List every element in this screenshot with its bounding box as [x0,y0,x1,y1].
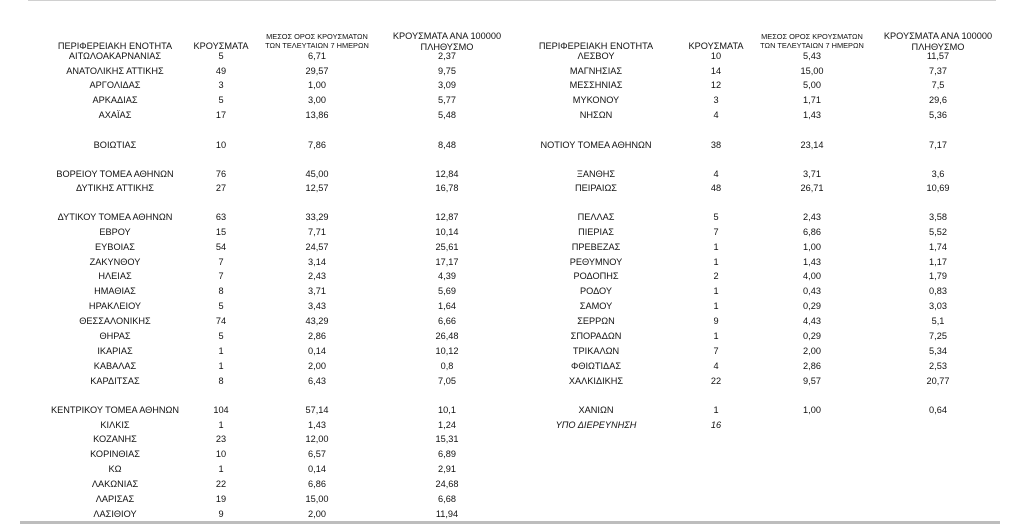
left-row-18-avg: 2,00 [308,361,326,371]
right-row-8-cases: 5 [713,212,719,222]
left-row-17-per100k: 10,12 [435,346,459,356]
right-row-7-per100k: 10,69 [926,183,950,193]
left-row-10-name: ΕΥΒΟΙΑΣ [95,242,135,252]
left-row-26-cases: 19 [215,494,227,504]
right-row-15-per100k: 5,1 [931,316,945,326]
left-row-2-cases: 3 [218,80,224,90]
left-row-13-per100k: 5,69 [438,286,456,296]
left-row-12-avg: 2,43 [308,271,326,281]
right-row-5-avg: 23,14 [800,140,824,150]
right-row-11-per100k: 1,17 [929,257,947,267]
left-row-18-cases: 1 [218,361,224,371]
left-row-3-name: ΑΡΚΑΔΙΑΣ [92,95,138,105]
left-row-10-avg: 24,57 [305,242,329,252]
right-row-7-avg: 26,71 [800,183,824,193]
left-row-11-per100k: 17,17 [435,257,459,267]
right-row-14-cases: 1 [713,301,719,311]
right-row-3-cases: 3 [713,95,719,105]
left-row-20-avg: 57,14 [305,405,329,415]
left-row-6-per100k: 12,84 [435,169,459,179]
right-row-16-name: ΣΠΟΡΑΔΩΝ [570,331,622,341]
right-row-18-name: ΦΘΙΩΤΙΔΑΣ [570,361,622,371]
left-row-27-avg: 2,00 [308,509,326,519]
right-row-3-avg: 1,71 [803,95,821,105]
left-row-6-avg: 45,00 [305,169,329,179]
left-row-9-avg: 7,71 [308,227,326,237]
right-row-12-cases: 2 [713,271,719,281]
right-row-19-avg: 9,57 [803,376,821,386]
right-header-per100k [884,31,992,52]
right-row-13-name: ΡΟΔΟΥ [579,286,613,296]
left-row-23-cases: 10 [215,449,227,459]
left-row-12-name: ΗΛΕΙΑΣ [98,271,132,281]
left-row-5-avg: 7,86 [308,140,326,150]
left-row-27-cases: 9 [218,509,224,519]
right-row-6-avg: 3,71 [803,169,821,179]
right-row-6-cases: 4 [713,169,719,179]
right-row-11-name: ΡΕΘΥΜΝΟΥ [569,257,623,267]
right-row-5-per100k: 7,17 [929,140,947,150]
left-row-26-avg: 15,00 [305,494,329,504]
left-row-21-per100k: 1,24 [438,420,456,430]
left-row-9-name: ΕΒΡΟΥ [99,227,131,237]
right-header-avg-line1: ΜΕΣΟΣ ΟΡΟΣ ΚΡΟΥΣΜΑΤΩΝ [761,32,863,41]
left-row-23-name: ΚΟΡΙΝΘΙΑΣ [90,449,140,459]
left-row-24-cases: 1 [218,464,224,474]
right-row-15-cases: 9 [713,316,719,326]
right-row-17-avg: 2,00 [803,346,821,356]
right-row-10-per100k: 1,74 [929,242,947,252]
left-row-22-cases: 23 [215,434,227,444]
right-row-9-name: ΠΙΕΡΙΑΣ [578,227,614,237]
left-row-0-name: ΑΙΤΩΛΟΑΚΑΡΝΑΝΙΑΣ [68,51,162,61]
left-row-0-avg: 6,71 [308,51,326,61]
left-row-13-avg: 3,71 [308,286,326,296]
right-row-2-per100k: 7,5 [931,80,945,90]
left-header-per100k [393,31,501,52]
left-row-15-per100k: 6,66 [438,316,456,326]
left-row-7-cases: 27 [215,183,227,193]
left-row-25-per100k: 24,68 [435,479,459,489]
left-row-25-avg: 6,86 [308,479,326,489]
left-row-19-cases: 8 [218,376,224,386]
left-header-per100k-line2: ΠΛΗΘΥΣΜΟ [420,41,474,52]
left-row-26-per100k: 6,68 [438,494,456,504]
left-row-19-per100k: 7,05 [438,376,456,386]
right-row-13-per100k: 0,83 [929,286,947,296]
top-rule [28,0,996,1]
left-row-4-avg: 13,86 [305,110,329,120]
right-row-4-cases: 4 [713,110,719,120]
right-row-16-per100k: 7,25 [929,331,947,341]
left-header-per100k-line1: ΚΡΟΥΣΜΑΤΑ ΑΝΑ 100000 [392,31,502,41]
right-row-2-cases: 12 [710,80,722,90]
right-row-20-name: ΧΑΝΙΩΝ [578,405,614,415]
right-row-4-per100k: 5,36 [929,110,947,120]
right-row-12-avg: 4,00 [803,271,821,281]
right-row-3-name: ΜΥΚΟΝΟΥ [572,95,620,105]
right-row-12-name: ΡΟΔΟΠΗΣ [573,271,619,281]
right-row-5-cases: 38 [710,140,722,150]
left-row-20-name: ΚΕΝΤΡΙΚΟΥ ΤΟΜΕΑ ΑΘΗΝΩΝ [50,405,180,415]
left-row-9-cases: 15 [215,227,227,237]
right-row-21-name: ΥΠΟ ΔΙΕΡΕΥΝΗΣΗ [555,420,637,430]
right-row-4-avg: 1,43 [803,110,821,120]
right-row-18-per100k: 2,53 [929,361,947,371]
left-row-1-avg: 29,57 [305,66,329,76]
right-row-19-cases: 22 [710,376,722,386]
left-row-3-avg: 3,00 [308,95,326,105]
left-row-7-name: ΔΥΤΙΚΗΣ ΑΤΤΙΚΗΣ [76,183,154,193]
left-row-1-name: ΑΝΑΤΟΛΙΚΗΣ ΑΤΤΙΚΗΣ [66,66,164,76]
left-row-21-cases: 1 [218,420,224,430]
left-row-2-per100k: 3,09 [438,80,456,90]
left-row-13-name: ΗΜΑΘΙΑΣ [94,286,136,296]
right-row-11-avg: 1,43 [803,257,821,267]
left-header-avg-line2: ΤΩΝ ΤΕΛΕΥΤΑΙΩΝ 7 ΗΜΕΡΩΝ [265,40,369,50]
right-row-6-name: ΞΑΝΘΗΣ [576,169,616,179]
right-row-0-name: ΛΕΣΒΟΥ [577,51,615,61]
left-row-3-cases: 5 [218,95,224,105]
right-row-9-cases: 7 [713,227,719,237]
left-row-5-cases: 10 [215,140,227,150]
left-row-14-cases: 5 [218,301,224,311]
left-row-2-name: ΑΡΓΟΛΙΔΑΣ [89,80,141,90]
right-header-per100k-line1: ΚΡΟΥΣΜΑΤΑ ΑΝΑ 100000 [883,31,993,41]
left-row-22-name: ΚΟΖΑΝΗΣ [93,434,137,444]
left-row-10-cases: 54 [215,242,227,252]
right-row-13-avg: 0,43 [803,286,821,296]
right-row-8-per100k: 3,58 [929,212,947,222]
left-row-6-cases: 76 [215,169,227,179]
right-row-8-avg: 2,43 [803,212,821,222]
left-row-14-avg: 3,43 [308,301,326,311]
right-row-10-avg: 1,00 [803,242,821,252]
right-header-cases: ΚΡΟΥΣΜΑΤΑ [688,41,744,51]
right-row-4-name: ΝΗΣΩΝ [579,110,613,120]
left-row-14-name: ΗΡΑΚΛΕΙΟΥ [88,301,142,311]
left-header-cases: ΚΡΟΥΣΜΑΤΑ [193,41,249,51]
left-row-22-per100k: 15,31 [435,434,459,444]
left-row-5-per100k: 8,48 [438,140,456,150]
right-row-0-cases: 10 [710,51,722,61]
left-row-0-cases: 5 [218,51,224,61]
right-header-avg-line2: ΤΩΝ ΤΕΛΕΥΤΑΙΩΝ 7 ΗΜΕΡΩΝ [760,40,864,50]
right-row-1-per100k: 7,37 [929,66,947,76]
right-row-6-per100k: 3,6 [931,169,945,179]
right-row-14-avg: 0,29 [803,301,821,311]
right-row-17-per100k: 5,34 [929,346,947,356]
right-row-11-cases: 1 [713,257,719,267]
left-row-4-per100k: 5,48 [438,110,456,120]
left-row-20-cases: 104 [213,405,229,415]
left-row-8-avg: 33,29 [305,212,329,222]
left-header-region: ΠΕΡΙΦΕΡΕΙΑΚΗ ΕΝΟΤΗΤΑ [57,41,173,51]
bottom-rule [20,521,1000,524]
left-row-27-name: ΛΑΣΙΘΙΟΥ [93,509,137,519]
left-row-16-cases: 5 [218,331,224,341]
right-row-10-name: ΠΡΕΒΕΖΑΣ [571,242,621,252]
left-row-15-avg: 43,29 [305,316,329,326]
right-row-15-name: ΣΕΡΡΩΝ [577,316,615,326]
left-row-19-name: ΚΑΡΔΙΤΣΑΣ [90,376,140,386]
right-row-18-avg: 2,86 [803,361,821,371]
left-header-avg-line1: ΜΕΣΟΣ ΟΡΟΣ ΚΡΟΥΣΜΑΤΩΝ [266,32,368,41]
right-row-1-avg: 15,00 [800,66,824,76]
left-row-18-name: ΚΑΒΑΛΑΣ [93,361,137,371]
left-row-7-per100k: 16,78 [435,183,459,193]
left-header-avg [265,33,369,50]
right-row-10-cases: 1 [713,242,719,252]
right-header-avg [760,33,864,50]
right-row-14-name: ΣΑΜΟΥ [579,301,613,311]
right-row-0-per100k: 11,57 [926,51,950,61]
right-row-20-cases: 1 [713,405,719,415]
left-row-10-per100k: 25,61 [435,242,459,252]
left-row-15-cases: 74 [215,316,227,326]
left-row-20-per100k: 10,1 [438,405,456,415]
left-row-23-per100k: 6,89 [438,449,456,459]
left-row-4-cases: 17 [215,110,227,120]
left-row-11-cases: 7 [218,257,224,267]
left-row-26-name: ΛΑΡΙΣΑΣ [95,494,135,504]
right-row-21-cases: 16 [710,420,722,430]
right-row-7-name: ΠΕΙΡΑΙΩΣ [575,183,617,193]
left-row-3-per100k: 5,77 [438,95,456,105]
left-row-2-avg: 1,00 [308,80,326,90]
left-row-9-per100k: 10,14 [435,227,459,237]
right-row-14-per100k: 3,03 [929,301,947,311]
right-row-2-avg: 5,00 [803,80,821,90]
left-row-17-avg: 0,14 [308,346,326,356]
left-row-18-per100k: 0,8 [440,361,454,371]
right-row-20-per100k: 0,64 [929,405,947,415]
right-row-1-name: ΜΑΓΝΗΣΙΑΣ [569,66,623,76]
left-row-24-per100k: 2,91 [438,464,456,474]
right-row-17-cases: 7 [713,346,719,356]
left-row-11-name: ΖΑΚΥΝΘΟΥ [89,257,141,267]
left-row-4-name: ΑΧΑΪΑΣ [98,110,132,120]
right-row-20-avg: 1,00 [803,405,821,415]
left-row-16-avg: 2,86 [308,331,326,341]
left-row-16-per100k: 26,48 [435,331,459,341]
left-row-8-cases: 63 [215,212,227,222]
left-row-15-name: ΘΕΣΣΑΛΟΝΙΚΗΣ [79,316,151,326]
right-header-per100k-line2: ΠΛΗΘΥΣΜΟ [911,41,965,52]
left-row-12-cases: 7 [218,271,224,281]
left-row-1-cases: 49 [215,66,227,76]
left-row-12-per100k: 4,39 [438,271,456,281]
right-header-region: ΠΕΡΙΦΕΡΕΙΑΚΗ ΕΝΟΤΗΤΑ [538,41,654,51]
right-row-19-name: ΧΑΛΚΙΔΙΚΗΣ [568,376,624,386]
right-row-16-cases: 1 [713,331,719,341]
right-row-2-name: ΜΕΣΣΗΝΙΑΣ [569,80,623,90]
left-row-27-per100k: 11,94 [435,509,459,519]
left-row-25-name: ΛΑΚΩΝΙΑΣ [91,479,139,489]
left-row-19-avg: 6,43 [308,376,326,386]
left-row-13-cases: 8 [218,286,224,296]
left-row-8-per100k: 12,87 [435,212,459,222]
left-row-11-avg: 3,14 [308,257,326,267]
right-row-17-name: ΤΡΙΚΑΛΩΝ [572,346,620,356]
left-row-25-cases: 22 [215,479,227,489]
right-row-15-avg: 4,43 [803,316,821,326]
right-row-9-per100k: 5,52 [929,227,947,237]
right-row-16-avg: 0,29 [803,331,821,341]
right-row-3-per100k: 29,6 [929,95,947,105]
right-row-7-cases: 48 [710,183,722,193]
left-row-24-name: ΚΩ [108,464,122,474]
right-row-1-cases: 14 [710,66,722,76]
right-row-12-per100k: 1,79 [929,271,947,281]
left-row-22-avg: 12,00 [305,434,329,444]
left-row-0-per100k: 2,37 [438,51,456,61]
left-row-24-avg: 0,14 [308,464,326,474]
left-row-21-avg: 1,43 [308,420,326,430]
left-row-17-cases: 1 [218,346,224,356]
right-row-18-cases: 4 [713,361,719,371]
left-row-23-avg: 6,57 [308,449,326,459]
left-row-16-name: ΘΗΡΑΣ [99,331,131,341]
right-row-5-name: ΝΟΤΙΟΥ ΤΟΜΕΑ ΑΘΗΝΩΝ [540,140,652,150]
left-row-7-avg: 12,57 [305,183,329,193]
right-row-0-avg: 5,43 [803,51,821,61]
left-row-17-name: ΙΚΑΡΙΑΣ [97,346,133,356]
left-row-5-name: ΒΟΙΩΤΙΑΣ [93,140,137,150]
left-row-1-per100k: 9,75 [438,66,456,76]
right-row-19-per100k: 20,77 [926,376,950,386]
right-row-8-name: ΠΕΛΛΑΣ [577,212,615,222]
left-row-8-name: ΔΥΤΙΚΟΥ ΤΟΜΕΑ ΑΘΗΝΩΝ [57,212,173,222]
right-row-13-cases: 1 [713,286,719,296]
left-row-14-per100k: 1,64 [438,301,456,311]
left-row-6-name: ΒΟΡΕΙΟΥ ΤΟΜΕΑ ΑΘΗΝΩΝ [56,169,174,179]
right-row-9-avg: 6,86 [803,227,821,237]
left-row-21-name: ΚΙΛΚΙΣ [100,420,130,430]
